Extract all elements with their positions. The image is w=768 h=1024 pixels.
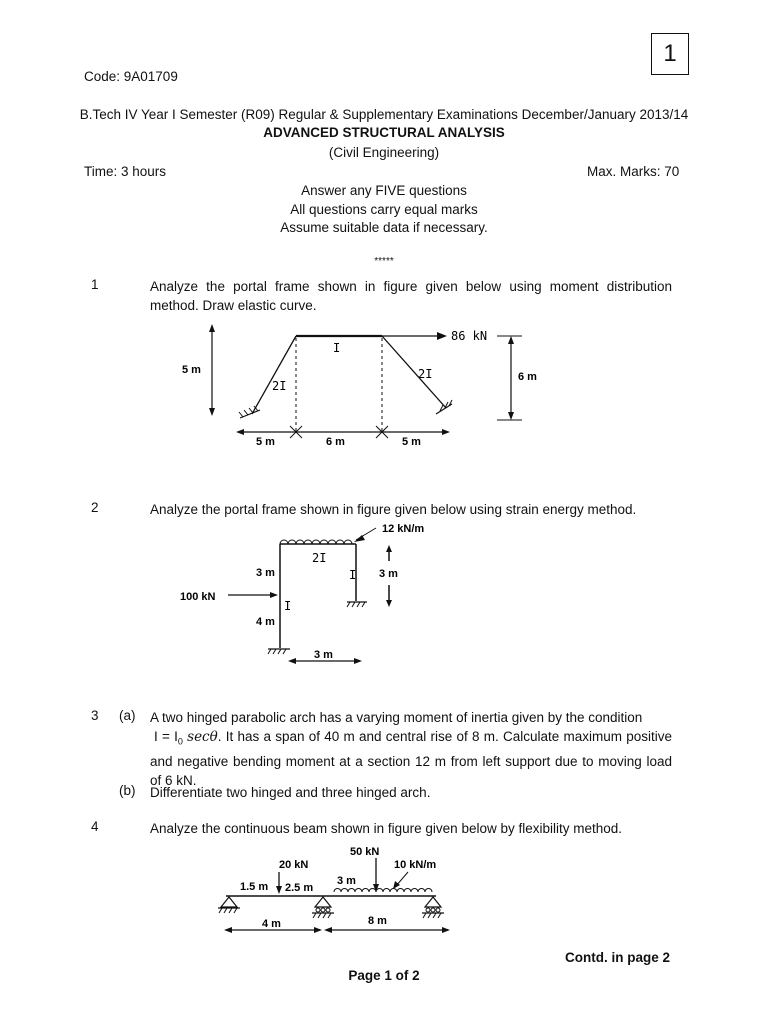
question-number: 2 — [91, 500, 99, 515]
upper-left-height-label: 3 m — [256, 567, 275, 579]
sub-question-label: (b) — [119, 783, 136, 798]
span-2-label: 8 m — [368, 915, 387, 927]
exam-title: B.Tech IV Year I Semester (R09) Regular & Supplementary Examinations December/January 2013/14 — [79, 107, 689, 122]
separator-stars: ***** — [374, 256, 394, 267]
left-column-inertia-label: 2I — [272, 379, 287, 393]
figure-continuous-beam — [0, 840, 768, 940]
beam-inertia-label: I — [333, 341, 341, 355]
point-load-2-label: 50 kN — [350, 846, 380, 858]
question-text: Analyze the portal frame shown in figure given below using moment distribution method. Draw elastic curve. — [150, 279, 672, 313]
beam-inertia-label: 2I — [312, 551, 327, 565]
question-number: 4 — [91, 819, 99, 834]
branch: (Civil Engineering) — [328, 145, 440, 160]
sub-question-label: (a) — [119, 708, 136, 723]
right-column-inertia-label: I — [349, 568, 357, 582]
question-condition — [150, 727, 672, 790]
continued-note: Contd. in page 2 — [565, 950, 671, 965]
right-column-inertia-label: 2I — [418, 367, 433, 381]
lower-left-height-label: 4 m — [256, 616, 275, 628]
exam-time: Time: 3 hours — [84, 164, 167, 179]
max-marks: Max. Marks: 70 — [587, 164, 680, 179]
distance-1-label: 1.5 m — [240, 881, 269, 893]
udl-label: 12 kN/m — [382, 523, 425, 535]
instruction-2: All questions carry equal marks — [290, 202, 478, 217]
condition-sec: secθ — [187, 729, 218, 745]
distance-2-label: 2.5 m — [285, 882, 314, 894]
span-left-label: 5 m — [256, 436, 275, 448]
question-line: A two hinged parabolic arch has a varying moment of inertia given by the condition — [150, 710, 643, 725]
span-1-label: 4 m — [262, 918, 281, 930]
left-column-inertia-label: I — [284, 599, 292, 613]
question-text — [150, 708, 672, 790]
left-height-label: 5 m — [182, 364, 201, 376]
subject-title: ADVANCED STRUCTURAL ANALYSIS — [263, 125, 505, 140]
figure-portal-frame-1 — [0, 320, 768, 455]
right-height-label: 6 m — [518, 371, 537, 383]
question-text: Differentiate two hinged and three hinged arch. — [150, 785, 431, 800]
figure-portal-frame-2 — [0, 515, 768, 670]
instruction-1: Answer any FIVE questions — [301, 183, 467, 198]
question-text: Analyze the continuous beam shown in figure given below by flexibility method. — [150, 821, 623, 836]
udl-label: 10 kN/m — [394, 859, 437, 871]
page-number-box: 1 — [651, 33, 689, 75]
page-footer: Page 1 of 2 — [348, 968, 420, 983]
span-right-label: 5 m — [402, 436, 421, 448]
condition-subscript: 0 — [177, 736, 183, 747]
exam-code: Code: 9A01709 — [84, 69, 178, 84]
span-mid-label: 6 m — [326, 436, 345, 448]
condition-prefix: I = I — [154, 729, 178, 744]
distance-3-label: 3 m — [337, 875, 356, 887]
horizontal-load-label: 100 kN — [180, 591, 216, 603]
condition-rest: . It has a span of 40 m and central rise of 8 m. Calculate maximum positive and negative bending moment at a section 12 m from left support due to moving load of 6 kN. — [150, 729, 673, 788]
horizontal-load-label: 86 kN — [451, 329, 488, 343]
right-height-label: 3 m — [379, 568, 398, 580]
question-text: Analyze the portal frame shown in figure given below using strain energy method. — [150, 502, 637, 517]
point-load-1-label: 20 kN — [279, 859, 309, 871]
question-number: 3 — [91, 708, 99, 723]
instruction-3: Assume suitable data if necessary. — [280, 220, 488, 235]
question-number: 1 — [91, 277, 99, 292]
span-label: 3 m — [314, 649, 333, 661]
